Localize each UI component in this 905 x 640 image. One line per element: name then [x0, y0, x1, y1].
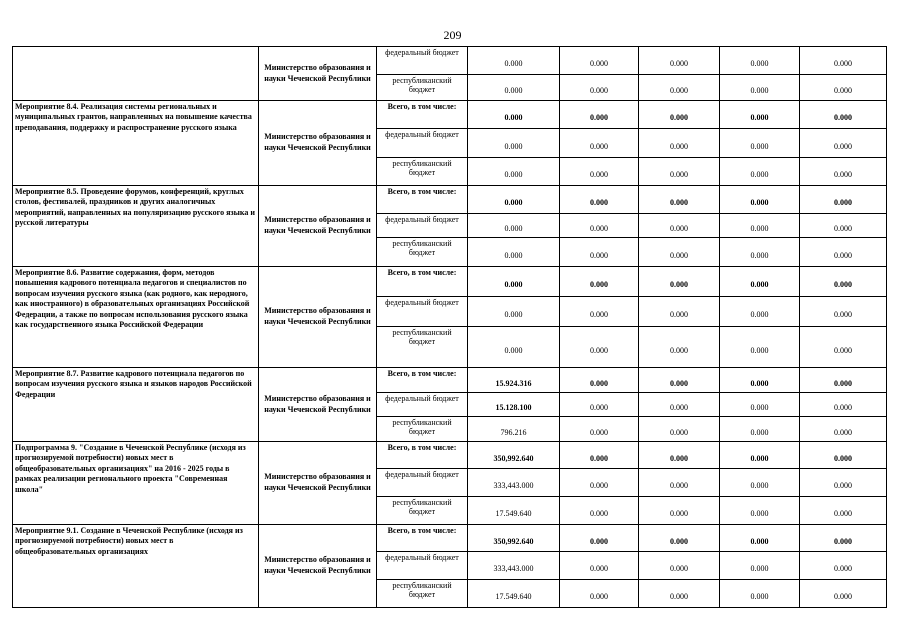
funding-source-cell: республиканский бюджет [377, 238, 468, 267]
amount-cell: 0.000 [639, 101, 720, 129]
amount-cell: 0.000 [639, 129, 720, 158]
measure-cell: Мероприятие 8.6. Развитие содержания, форм, методов повышения кадрового потенциала педагогов и специалистов по вопросам изучения русского языка (как родного, как неродного, как иностранного) в образовательных организациях Российской Федерации, а также по вопросам использования русского языка как государственного языка Российской Федерации [13, 267, 259, 368]
amount-cell: 0.000 [639, 75, 720, 101]
amount-cell: 0.000 [800, 442, 887, 469]
amount-cell: 0.000 [560, 75, 639, 101]
funding-source-cell: федеральный бюджет [377, 552, 468, 580]
amount-cell: 0.000 [639, 497, 720, 525]
amount-cell: 0.000 [560, 214, 639, 238]
amount-cell: 0.000 [800, 580, 887, 608]
page-number: 209 [443, 28, 462, 42]
amount-cell: 0.000 [560, 525, 639, 552]
amount-cell: 0.000 [560, 158, 639, 186]
amount-cell: 0.000 [720, 580, 800, 608]
amount-cell: 0.000 [639, 297, 720, 327]
budget-table [12, 46, 887, 608]
table-body [13, 47, 887, 608]
amount-cell: 0.000 [720, 393, 800, 417]
amount-cell: 0.000 [468, 75, 560, 101]
amount-cell: 333,443.000 [468, 552, 560, 580]
amount-cell: 0.000 [468, 214, 560, 238]
amount-cell: 0.000 [560, 186, 639, 214]
funding-source-cell: федеральный бюджет [377, 214, 468, 238]
amount-cell: 350,992.640 [468, 442, 560, 469]
ministry-cell: Министерство образования и науки Чеченской Республики [259, 186, 377, 267]
amount-cell: 0.000 [639, 580, 720, 608]
amount-cell: 0.000 [560, 368, 639, 393]
amount-cell: 0.000 [560, 469, 639, 497]
amount-cell: 0.000 [720, 47, 800, 75]
amount-cell: 0.000 [800, 238, 887, 267]
measure-cell: Мероприятие 8.7. Развитие кадрового потенциала педагогов по вопросам изучения русского языка и языков народов Российской Федерации [13, 368, 259, 442]
amount-cell: 0.000 [720, 101, 800, 129]
funding-source-cell: республиканский бюджет [377, 75, 468, 101]
funding-source-cell: Всего, в том числе: [377, 525, 468, 552]
table-row [13, 186, 887, 214]
amount-cell: 0.000 [720, 75, 800, 101]
amount-cell: 0.000 [560, 101, 639, 129]
table-row [13, 267, 887, 297]
amount-cell: 0.000 [720, 186, 800, 214]
amount-cell: 0.000 [560, 327, 639, 368]
amount-cell: 0.000 [800, 186, 887, 214]
funding-source-cell: Всего, в том числе: [377, 101, 468, 129]
amount-cell: 0.000 [800, 327, 887, 368]
amount-cell: 0.000 [800, 101, 887, 129]
amount-cell: 0.000 [720, 442, 800, 469]
amount-cell: 0.000 [560, 238, 639, 267]
amount-cell: 0.000 [639, 552, 720, 580]
amount-cell: 0.000 [639, 442, 720, 469]
amount-cell: 0.000 [639, 469, 720, 497]
table-row [13, 101, 887, 129]
funding-source-cell: федеральный бюджет [377, 393, 468, 417]
amount-cell: 0.000 [560, 417, 639, 442]
amount-cell: 0.000 [639, 327, 720, 368]
ministry-cell: Министерство образования и науки Чеченской Республики [259, 267, 377, 368]
amount-cell: 0.000 [639, 417, 720, 442]
amount-cell: 0.000 [800, 469, 887, 497]
amount-cell: 0.000 [800, 552, 887, 580]
funding-source-cell: Всего, в том числе: [377, 267, 468, 297]
amount-cell: 0.000 [720, 525, 800, 552]
ministry-cell: Министерство образования и науки Чеченской Республики [259, 525, 377, 608]
amount-cell: 0.000 [468, 158, 560, 186]
measure-cell: Мероприятие 8.4. Реализация системы региональных и муниципальных грантов, направленных на повышение качества преподавания, поддержку и распространение русского языка [13, 101, 259, 186]
amount-cell: 0.000 [720, 417, 800, 442]
amount-cell: 0.000 [720, 129, 800, 158]
table-row [13, 442, 887, 469]
amount-cell: 15.128.100 [468, 393, 560, 417]
funding-source-cell: Всего, в том числе: [377, 186, 468, 214]
funding-source-cell: республиканский бюджет [377, 417, 468, 442]
amount-cell: 0.000 [639, 158, 720, 186]
amount-cell: 0.000 [800, 393, 887, 417]
amount-cell: 0.000 [800, 158, 887, 186]
table-row [13, 368, 887, 393]
amount-cell: 0.000 [560, 442, 639, 469]
amount-cell: 0.000 [639, 368, 720, 393]
table-row [13, 47, 887, 75]
funding-source-cell: федеральный бюджет [377, 469, 468, 497]
amount-cell: 0.000 [468, 238, 560, 267]
funding-source-cell: федеральный бюджет [377, 47, 468, 75]
amount-cell: 0.000 [720, 297, 800, 327]
amount-cell: 0.000 [720, 368, 800, 393]
amount-cell: 0.000 [800, 214, 887, 238]
amount-cell: 17.549.640 [468, 580, 560, 608]
ministry-cell: Министерство образования и науки Чеченской Республики [259, 101, 377, 186]
amount-cell: 0.000 [560, 47, 639, 75]
amount-cell: 15.924.316 [468, 368, 560, 393]
amount-cell: 17.549.640 [468, 497, 560, 525]
amount-cell: 0.000 [639, 238, 720, 267]
amount-cell: 0.000 [560, 580, 639, 608]
amount-cell: 0.000 [560, 393, 639, 417]
amount-cell: 0.000 [800, 297, 887, 327]
amount-cell: 0.000 [560, 552, 639, 580]
funding-source-cell: Всего, в том числе: [377, 368, 468, 393]
amount-cell: 0.000 [468, 47, 560, 75]
amount-cell: 0.000 [800, 417, 887, 442]
funding-source-cell: республиканский бюджет [377, 580, 468, 608]
amount-cell: 0.000 [468, 297, 560, 327]
funding-source-cell: федеральный бюджет [377, 297, 468, 327]
amount-cell: 0.000 [720, 552, 800, 580]
amount-cell: 0.000 [800, 497, 887, 525]
measure-cell: Мероприятие 9.1. Создание в Чеченской Республике (исходя из прогнозируемой потребности) новых мест в общеобразовательных организациях [13, 525, 259, 608]
funding-source-cell: федеральный бюджет [377, 129, 468, 158]
amount-cell: 0.000 [800, 75, 887, 101]
amount-cell: 0.000 [639, 393, 720, 417]
ministry-cell: Министерство образования и науки Чеченской Республики [259, 47, 377, 101]
funding-source-cell: республиканский бюджет [377, 497, 468, 525]
funding-source-cell: республиканский бюджет [377, 327, 468, 368]
measure-cell: Подпрограмма 9. "Создание в Чеченской Республике (исходя из прогнозируемой потребности) новых мест в общеобразовательных организациях" на 2016 - 2025 годы в рамках реализации регионального проекта "Современная школа" [13, 442, 259, 525]
amount-cell: 0.000 [800, 47, 887, 75]
funding-source-cell: Всего, в том числе: [377, 442, 468, 469]
amount-cell: 0.000 [468, 129, 560, 158]
amount-cell: 0.000 [639, 186, 720, 214]
amount-cell: 0.000 [720, 327, 800, 368]
amount-cell: 0.000 [639, 214, 720, 238]
amount-cell: 0.000 [560, 267, 639, 297]
ministry-cell: Министерство образования и науки Чеченской Республики [259, 368, 377, 442]
measure-cell: Мероприятие 8.5. Проведение форумов, конференций, круглых столов, фестивалей, праздников и других аналогичных мероприятий, направленных на популяризацию русского языка и русской литературы [13, 186, 259, 267]
amount-cell: 0.000 [468, 327, 560, 368]
amount-cell: 0.000 [639, 267, 720, 297]
amount-cell: 0.000 [720, 214, 800, 238]
amount-cell: 0.000 [468, 267, 560, 297]
amount-cell: 0.000 [560, 297, 639, 327]
amount-cell: 0.000 [639, 47, 720, 75]
amount-cell: 0.000 [560, 129, 639, 158]
funding-source-cell: республиканский бюджет [377, 158, 468, 186]
amount-cell: 0.000 [720, 158, 800, 186]
amount-cell: 0.000 [800, 129, 887, 158]
amount-cell: 333,443.000 [468, 469, 560, 497]
measure-cell [13, 47, 259, 101]
amount-cell: 796.216 [468, 417, 560, 442]
amount-cell: 0.000 [800, 525, 887, 552]
amount-cell: 0.000 [639, 525, 720, 552]
amount-cell: 350,992.640 [468, 525, 560, 552]
amount-cell: 0.000 [800, 267, 887, 297]
amount-cell: 0.000 [800, 368, 887, 393]
amount-cell: 0.000 [720, 497, 800, 525]
amount-cell: 0.000 [720, 238, 800, 267]
amount-cell: 0.000 [560, 497, 639, 525]
budget-table-viewport [12, 48, 890, 601]
amount-cell: 0.000 [468, 186, 560, 214]
ministry-cell: Министерство образования и науки Чеченской Республики [259, 442, 377, 525]
amount-cell: 0.000 [468, 101, 560, 129]
amount-cell: 0.000 [720, 469, 800, 497]
table-row [13, 525, 887, 552]
amount-cell: 0.000 [720, 267, 800, 297]
